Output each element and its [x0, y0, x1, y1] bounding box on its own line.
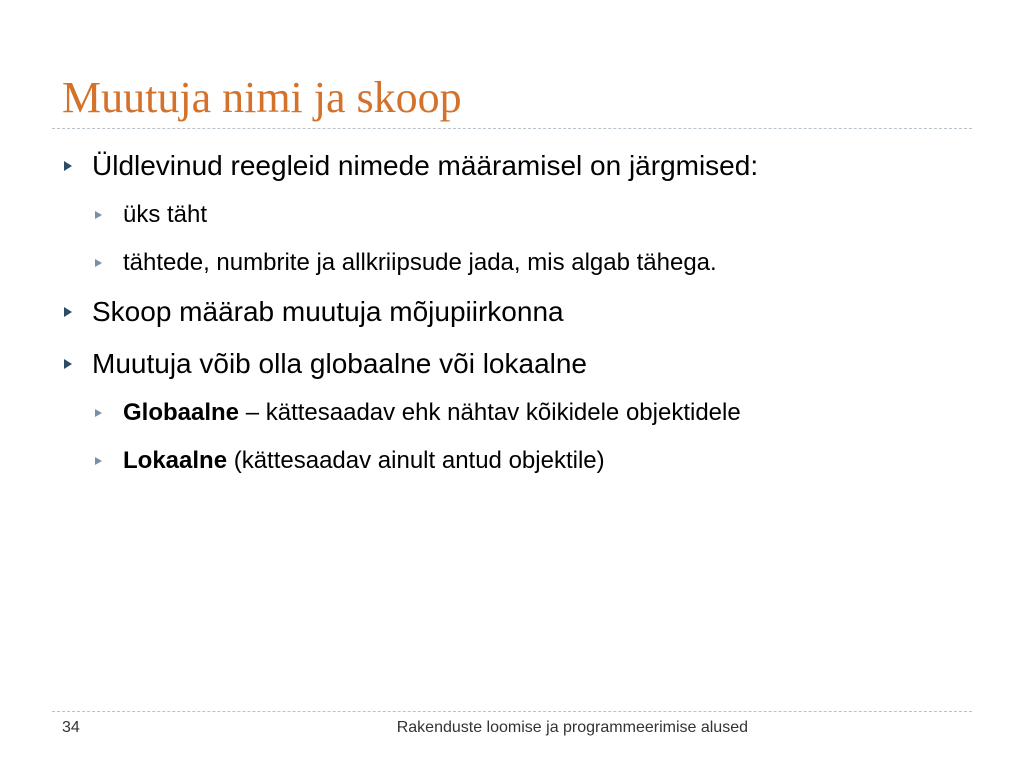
sub-bullet-arrow-icon: [95, 211, 102, 219]
bullet-item: [64, 146, 758, 186]
sub-bullet-arrow-icon: [95, 409, 102, 417]
sub-bullet-text: – kättesaadav ehk nähtav kõikidele objektidele: [239, 399, 741, 426]
term-label: Lokaalne: [123, 447, 228, 474]
slide-title: Muutuja nimi ja skoop: [62, 73, 462, 122]
sub-bullet-item: [95, 444, 605, 478]
sub-bullet-item: [95, 198, 207, 232]
bullet-arrow-icon: [64, 161, 72, 171]
sub-bullet-text: (kättesaadav ainult antud objektile): [227, 447, 605, 474]
bullet-text: Muutuja võib olla globaalne või lokaalne: [92, 348, 588, 379]
sub-bullet-item: [95, 396, 741, 430]
bullet-text: Skoop määrab muutuja mõjupiirkonna: [92, 296, 564, 327]
page-number: 34: [62, 719, 80, 736]
footer-divider: [52, 711, 972, 712]
sub-bullet-arrow-icon: [95, 259, 102, 267]
bullet-arrow-icon: [64, 307, 72, 317]
sub-bullet-item: [95, 246, 717, 280]
footer-course-title: Rakenduste loomise ja programmeerimise alused: [396, 719, 748, 736]
sub-bullet-arrow-icon: [95, 457, 102, 465]
sub-bullet-text: tähtede, numbrite ja allkriipsude jada, mis algab tähega.: [123, 249, 717, 276]
bullet-item: [64, 292, 564, 332]
term-label: Globaalne: [123, 399, 240, 426]
sub-bullet-text: üks täht: [123, 201, 208, 228]
bullet-text: Üldlevinud reegleid nimede määramisel on järgmised:: [92, 150, 759, 181]
bullet-arrow-icon: [64, 359, 72, 369]
bullet-item: [64, 344, 587, 384]
